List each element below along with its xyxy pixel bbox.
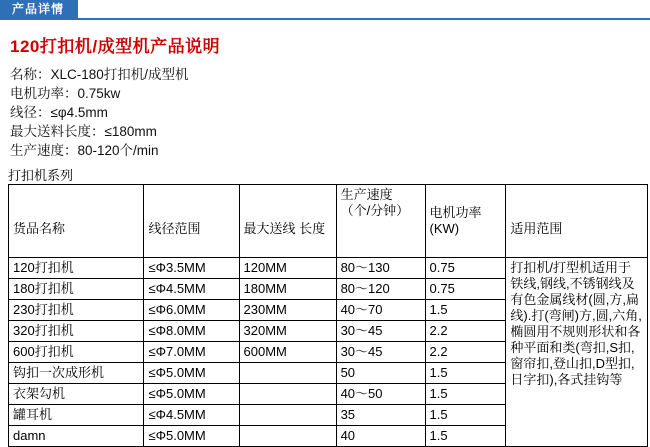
spec-value: XLC-180打扣机/成型机 [50,67,189,82]
cell-power: 2.2 [425,321,506,342]
cell-wire-range: ≤Φ4.5MM [144,279,239,300]
cell-max-feed: 120MM [239,258,336,279]
cell-wire-range: ≤Φ5.0MM [144,426,239,447]
spec-label: 最大送料长度： [10,124,105,139]
cell-name: 600打扣机 [9,342,144,363]
spec-row [10,84,650,103]
cell-name: 衣架勾机 [9,384,144,405]
header-divider [0,18,650,20]
cell-power: 1.5 [425,426,506,447]
cell-max-feed: 180MM [239,279,336,300]
spec-row [10,65,650,84]
cell-wire-range: ≤Φ5.0MM [144,363,239,384]
spec-label: 电机功率： [10,86,78,101]
cell-name: 罐耳机 [9,405,144,426]
series-label: 打扣机系列 [8,168,74,183]
tab-product-detail[interactable]: 产品详情 [0,0,78,18]
header-label-max-feed: 最大送线 长度 [243,221,326,236]
cell-name: 钩扣一次成形机 [9,363,144,384]
spec-value: 0.75kw [77,86,121,101]
cell-speed: 80～120 [336,279,425,300]
cell-max-feed: 320MM [239,321,336,342]
spec-value: 80-120个/min [77,143,159,158]
header-label-wire-range: 线径范围 [148,221,201,236]
cell-power: 0.75 [425,279,506,300]
cell-name: 120打扣机 [9,258,144,279]
table-row [9,258,648,279]
cell-scope [506,258,648,447]
cell-speed: 40～70 [336,300,425,321]
cell-max-feed [239,363,336,384]
cell-name: 230打扣机 [9,300,144,321]
cell-max-feed: 230MM [239,300,336,321]
cell-power: 0.75 [425,258,506,279]
cell-speed: 50 [336,363,425,384]
cell-speed: 80～130 [336,258,425,279]
spec-label: 生产速度： [10,143,78,158]
header-cell-name [9,185,144,258]
cell-wire-range: ≤Φ8.0MM [144,321,239,342]
spec-row [10,141,650,160]
cell-name: 320打扣机 [9,321,144,342]
page-title: 120打扣机/成型机产品说明 [10,37,221,56]
spec-row [10,122,650,141]
spec-list [10,65,650,160]
table-header-row [9,185,648,258]
header-bar [0,0,650,20]
cell-speed: 40 [336,426,425,447]
header-cell-max-feed [239,185,336,258]
cell-power: 1.5 [425,384,506,405]
spec-label: 名称： [10,67,51,82]
cell-power: 1.5 [425,405,506,426]
cell-wire-range: ≤Φ6.0MM [144,300,239,321]
cell-speed: 30～45 [336,342,425,363]
cell-speed: 35 [336,405,425,426]
cell-wire-range: ≤Φ5.0MM [144,384,239,405]
header-cell-scope [506,185,648,258]
header-cell-speed [336,185,425,258]
cell-speed: 30～45 [336,321,425,342]
cell-name: damn [9,426,144,447]
spec-label: 线径： [10,105,51,120]
spec-table [8,184,648,447]
cell-power: 1.5 [425,363,506,384]
header-label-speed: 生产速度 （个/分钟） [340,187,410,218]
cell-max-feed: 600MM [239,342,336,363]
spec-value: ≤180mm [104,124,157,139]
cell-max-feed [239,426,336,447]
cell-max-feed [239,384,336,405]
header-label-scope: 适用范围 [510,221,563,236]
scope-text: 打扣机/打型机适用于铁线,钢线,不锈钢线及有色金属线材(圆,方,扁线).打(弯闸)方,圆,六角,椭圆用不规则形状和各种平面和类(弯扣,S扣,窗帘扣,登山扣,D型扣,日字扣),各式挂钩等 [510,260,642,387]
header-label-name: 货品名称 [13,221,66,236]
cell-wire-range: ≤Φ3.5MM [144,258,239,279]
spec-row [10,103,650,122]
cell-power: 1.5 [425,300,506,321]
cell-wire-range: ≤Φ7.0MM [144,342,239,363]
cell-max-feed [239,405,336,426]
cell-speed: 40～50 [336,384,425,405]
cell-power: 2.2 [425,342,506,363]
cell-wire-range: ≤Φ4.5MM [144,405,239,426]
header-cell-wire-range [144,185,239,258]
cell-name: 180打扣机 [9,279,144,300]
header-label-power: 电机功率 (KW) [429,205,482,236]
spec-value: ≤φ4.5mm [50,105,108,120]
header-cell-power [425,185,506,258]
